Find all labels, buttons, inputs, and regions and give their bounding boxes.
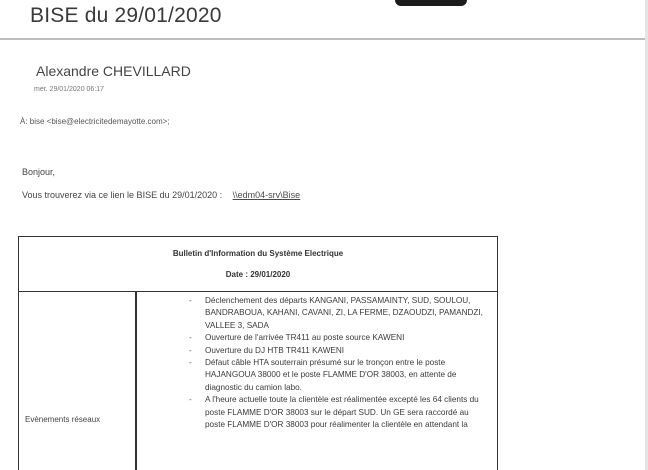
bulletin-column-divider: [135, 291, 137, 470]
bise-link[interactable]: \\edm04-srv\Bise: [232, 190, 301, 200]
email-intro: [22, 190, 300, 200]
email-greeting: Bonjour,: [22, 167, 56, 177]
event-item: - Ouverture du DJ HTB TR411 KAWENI: [149, 345, 494, 357]
bulletin-table: [18, 236, 498, 470]
email-sender: Alexandre CHEVILLARD: [36, 63, 191, 79]
email-recipient: À: bise <bise@electricitedemayotte.com>;: [20, 117, 170, 126]
bulletin-title: Bulletin d'Information du Système Electrique: [172, 249, 344, 258]
intro-text: Vous trouverez via ce lien le BISE du 29/01/2020 :: [22, 190, 223, 200]
header-divider: [0, 38, 648, 40]
event-item: - Défaut câble HTA souterrain présumé sur le tronçon entre le poste HAJANGOUA 38000 et le poste FLAMME D'OR 38003, en attente de diagnostic du camion labo.: [149, 357, 494, 394]
bulletin-row-label: Evènements réseaux: [25, 415, 101, 424]
event-item: - A l'heure actuelle toute la clientèle est réalimentée excepté les 64 clients du poste FLAMME D'OR 38003 sur le départ SUD. Un GE sera raccordé au poste FLAMME D'OR 38003 pour réalimenter la clientèle en attendant la: [149, 394, 494, 431]
email-subject: BISE du 29/01/2020: [30, 4, 222, 27]
event-item: - Déclenchement des départs KANGANI, PASSAMAINTY, SUD, SOULOU, BANDRABOUA, KAHANI, CAVANI, ZI, LA FERME, DZAOUDZI, PAMANDZI, VALLEE 3, SADA: [149, 295, 494, 332]
event-item: - Ouverture de l'arrivée TR411 au poste source KAWENI: [149, 332, 494, 344]
dark-scan-mark: [395, 0, 467, 6]
events-list: [149, 295, 494, 431]
bulletin-date: Date : 29/01/2020: [225, 270, 291, 279]
bulletin-header: [19, 237, 497, 292]
email-sent-date: mer. 29/01/2020 06:17: [34, 86, 105, 93]
